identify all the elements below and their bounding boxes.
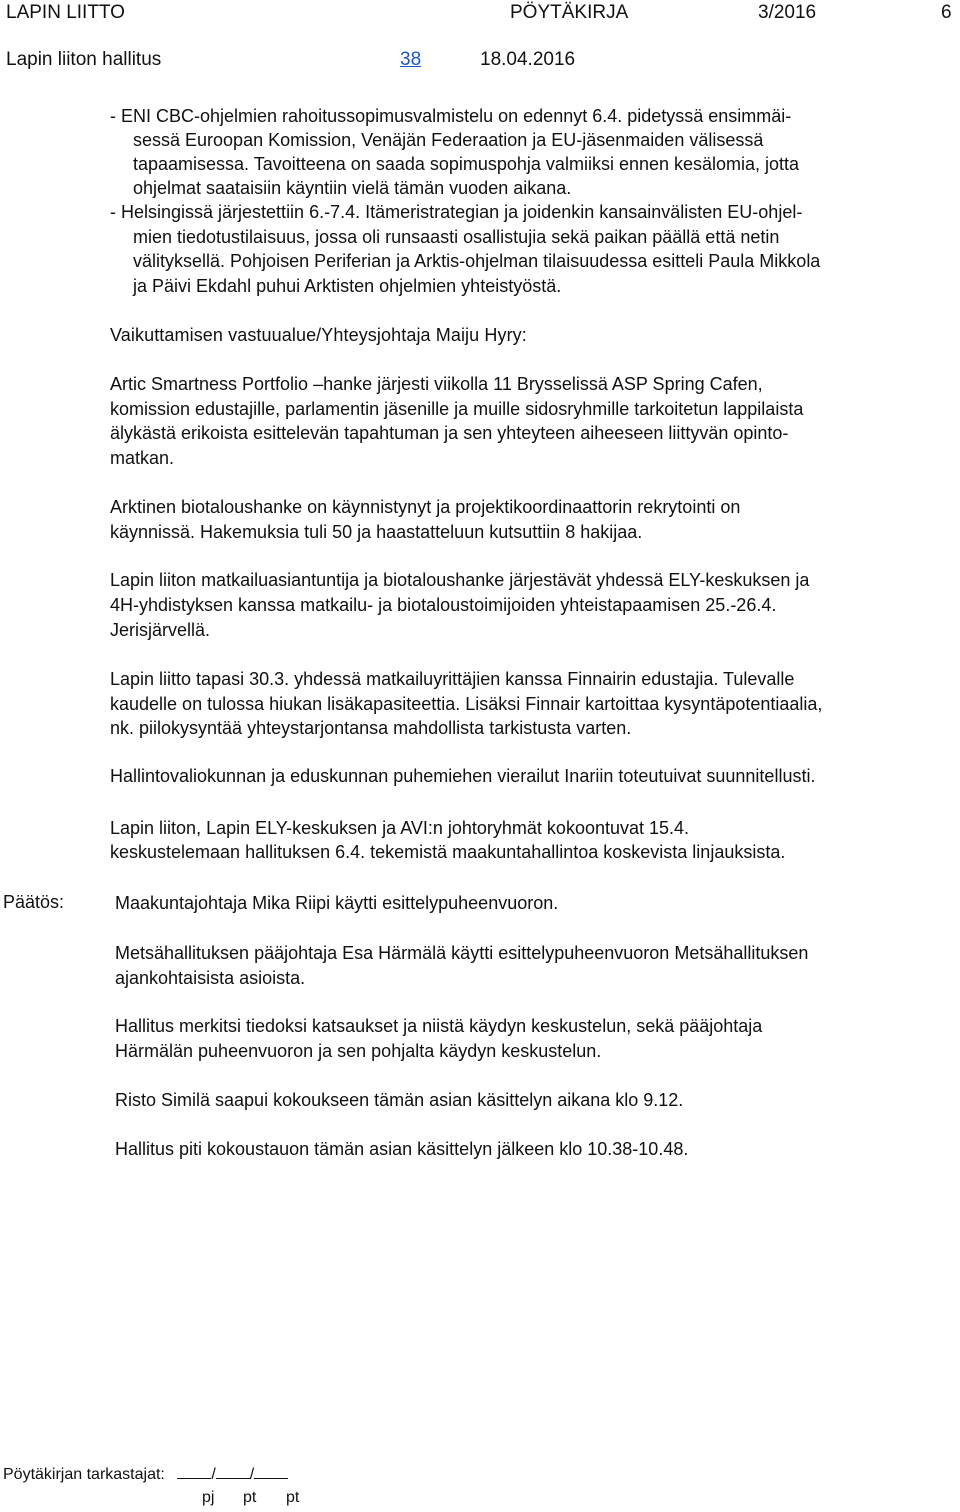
paragraph-line: Lapin liiton, Lapin ELY-keskuksen ja AVI:n johtoryhmät kokoontuvat 15.4. — [110, 818, 690, 838]
paragraph-line: 4H-yhdistyksen kanssa matkailu- ja biotaloustoimijoiden yhteistapaamisen 25.-26.4. — [110, 595, 777, 615]
signature-blank — [216, 1464, 250, 1479]
header-date: 18.04.2016 — [480, 49, 576, 70]
paragraph-line: keskustelemaan hallituksen 6.4. tekemistä maakuntahallintoa koskevista linjauksista. — [110, 842, 786, 862]
section-heading: Vaikuttamisen vastuualue/Yhteysjohtaja Maiju Hyry: — [110, 325, 527, 345]
decision-line: Hallitus piti kokoustauon tämän asian käsittelyn jälkeen klo 10.38-10.48. — [115, 1139, 689, 1159]
paragraph-line: käynnissä. Hakemuksia tuli 50 ja haastatteluun kutsuttiin 8 hakijaa. — [110, 522, 643, 542]
paragraph-line: Hallintovaliokunnan ja eduskunnan puhemiehen vierailut Inariin toteutuivat suunnitellusti. — [110, 766, 816, 786]
bullet-line: ja Päivi Ekdahl puhui Arktisten ohjelmien yhteistyöstä. — [133, 276, 562, 296]
paragraph-line: älykästä erikoista esittelevän tapahtuman ja sen yhteyteen aiheeseen liittyvän opinto- — [110, 423, 789, 443]
paragraph-line: komission edustajille, parlamentin jäsenille ja muille sidosryhmille tarkoitetun lappilaista — [110, 399, 804, 419]
decision-line: Risto Similä saapui kokoukseen tämän asian käsittelyn aikana klo 9.12. — [115, 1090, 684, 1110]
bullet-line: sessä Euroopan Komission, Venäjän Federaation ja EU-jäsenmaiden välisessä — [133, 130, 764, 150]
initials-pt-1: pt — [243, 1489, 257, 1506]
paragraph-line: kaudelle on tulossa hiukan lisäkapasiteettia. Lisäksi Finnair kartoittaa kysyntäpotentiaalia, — [110, 694, 823, 714]
decision-label: Päätös: — [3, 892, 65, 912]
header-page-number: 6 — [941, 2, 952, 23]
footer-separator: / — [249, 1466, 255, 1483]
bullet-line: mien tiedotustilaisuus, jossa oli runsaasti osallistujia sekä paikan päällä että netin — [133, 227, 780, 247]
decision-line: Hallitus merkitsi tiedoksi katsaukset ja niistä käydyn keskustelun, sekä pääjohtaja — [115, 1016, 763, 1036]
signature-blank — [254, 1464, 288, 1479]
initials-pj: pj — [202, 1489, 215, 1506]
footer-label: Pöytäkirjan tarkastajat: — [3, 1466, 165, 1483]
bullet-line: - ENI CBC-ohjelmien rahoitussopimusvalmistelu on edennyt 6.4. pidetyssä ensimmäi- — [110, 106, 792, 126]
header-doc-number: 3/2016 — [758, 2, 817, 23]
header-section-link[interactable]: 38 — [400, 49, 422, 70]
initials-pt-2: pt — [286, 1489, 300, 1506]
decision-line: ajankohtaisista asioista. — [115, 968, 306, 988]
bullet-line: tapaamisessa. Tavoitteena on saada sopimuspohja valmiiksi ennen kesälomia, jotta — [133, 154, 800, 174]
header-doc-type: PÖYTÄKIRJA — [510, 2, 629, 23]
footer-inspectors — [3, 1464, 288, 1485]
paragraph-line: nk. piilokysyntää yhteystarjontansa mahdollista tarkistusta varten. — [110, 718, 632, 738]
paragraph-line: Lapin liiton matkailuasiantuntija ja biotaloushanke järjestävät yhdessä ELY-keskuksen ja — [110, 570, 810, 590]
bullet-line: ohjelmat saataisiin käyntiin vielä tämän vuoden aikana. — [133, 178, 572, 198]
paragraph-line: Lapin liitto tapasi 30.3. yhdessä matkailuyrittäjien kanssa Finnairin edustajia. Tulevalle — [110, 669, 795, 689]
signature-blank — [177, 1464, 211, 1479]
header-org: LAPIN LIITTO — [6, 2, 125, 23]
paragraph-line: matkan. — [110, 448, 175, 468]
paragraph-line: Artic Smartness Portfolio –hanke järjesti viikolla 11 Brysselissä ASP Spring Cafen, — [110, 374, 763, 394]
header-body: Lapin liiton hallitus — [6, 49, 162, 70]
decision-line: Härmälän puheenvuoron ja sen pohjalta käydyn keskustelun. — [115, 1041, 602, 1061]
bullet-line: - Helsingissä järjestettiin 6.-7.4. Itämeristrategian ja joidenkin kansainvälisten EU-ohjel- — [110, 202, 803, 222]
footer-separator: / — [211, 1466, 216, 1483]
paragraph-line: Jerisjärvellä. — [110, 620, 211, 640]
decision-line: Metsähallituksen pääjohtaja Esa Härmälä käytti esittelypuheenvuoron Metsähallituksen — [115, 943, 809, 963]
decision-line: Maakuntajohtaja Mika Riipi käytti esittelypuheenvuoron. — [115, 893, 559, 913]
bullet-line: välityksellä. Pohjoisen Periferian ja Arktis-ohjelman tilaisuudessa esitteli Paula Mikkola — [133, 251, 821, 271]
paragraph-line: Arktinen biotaloushanke on käynnistynyt ja projektikoordinaattorin rekrytointi on — [110, 497, 741, 517]
